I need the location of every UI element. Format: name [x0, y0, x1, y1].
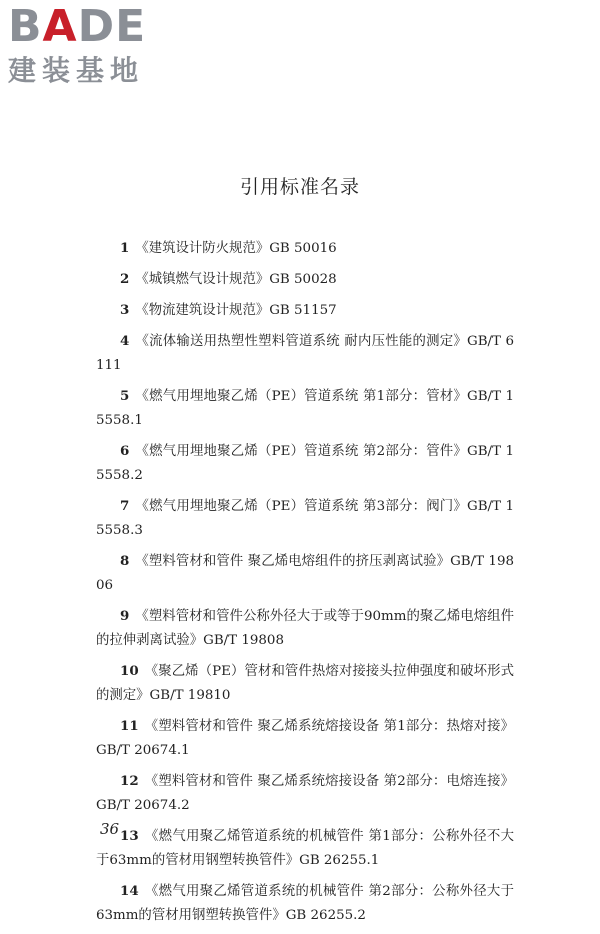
list-item-number: 4 [120, 333, 130, 349]
list-item [96, 298, 514, 323]
brand-logo [8, 2, 146, 88]
list-item-number: 9 [120, 608, 130, 624]
list-item-number: 14 [120, 883, 139, 899]
list-item-number: 5 [120, 388, 130, 404]
list-item [96, 494, 514, 543]
list-item-text: 《塑料管材和管件 聚乙烯系统熔接设备 第1部分：热熔对接》GB/T 20674.1 [96, 719, 514, 758]
list-item-number: 1 [120, 240, 130, 256]
logo-accent-letter: A [42, 1, 78, 52]
list-item-text: 《物流建筑设计规范》GB 51157 [135, 303, 337, 318]
list-item-text: 《燃气用埋地聚乙烯（PE）管道系统 第1部分：管材》GB/T 15558.1 [96, 389, 514, 428]
list-item-number: 3 [120, 302, 130, 318]
list-item-text: 《塑料管材和管件 聚乙烯系统熔接设备 第2部分：电熔连接》GB/T 20674.2 [96, 774, 514, 813]
list-item [96, 824, 514, 873]
list-item-number: 11 [120, 718, 139, 734]
list-item-number: 10 [120, 663, 139, 679]
list-item-text: 《流体输送用热塑性塑料管道系统 耐内压性能的测定》GB/T 6111 [96, 334, 514, 373]
list-item [96, 769, 514, 818]
logo-chinese-text: 建装基地 [8, 54, 145, 87]
list-item-text: 《建筑设计防火规范》GB 50016 [135, 241, 337, 256]
list-item-number: 7 [120, 498, 130, 514]
list-item [96, 267, 514, 292]
list-item-text: 《聚乙烯（PE）管材和管件热熔对接接头拉伸强度和破坏形式的测定》GB/T 19810 [96, 664, 514, 703]
list-item-text: 《城镇燃气设计规范》GB 50028 [135, 272, 337, 287]
list-item-text: 《燃气用聚乙烯管道系统的机械管件 第1部分：公称外径不大于63mm的管材用钢塑转换管件》GB 26255.1 [96, 829, 514, 868]
list-item [96, 384, 514, 433]
list-item-text: 《塑料管材和管件 聚乙烯电熔组件的挤压剥离试验》GB/T 19806 [96, 554, 514, 593]
list-item-text: 《塑料管材和管件公称外径大于或等于90mm的聚乙烯电熔组件的拉伸剥离试验》GB/T 19808 [96, 609, 514, 648]
list-item [96, 439, 514, 488]
list-item [96, 659, 514, 708]
list-item-number: 12 [120, 773, 139, 789]
page-number: 36 [100, 820, 120, 838]
list-item-text: 《燃气用埋地聚乙烯（PE）管道系统 第3部分：阀门》GB/T 15558.3 [96, 499, 514, 538]
page-title: 引用标准名录 [239, 176, 360, 198]
list-item-text: 《燃气用埋地聚乙烯（PE）管道系统 第2部分：管件》GB/T 15558.2 [96, 444, 514, 483]
list-item-text: 《燃气用聚乙烯管道系统的机械管件 第2部分：公称外径大于63mm的管材用钢塑转换管件》GB 26255.2 [96, 884, 514, 923]
list-item [96, 714, 514, 763]
list-item-number: 8 [120, 553, 130, 569]
list-item-number: 13 [120, 828, 139, 844]
reference-standards-list [96, 236, 514, 934]
list-item [96, 329, 514, 378]
list-item-number: 2 [120, 271, 130, 287]
list-item [96, 549, 514, 598]
list-item [96, 604, 514, 653]
logo-wordmark: BADE [8, 1, 147, 52]
list-item [96, 236, 514, 261]
list-item-number: 6 [120, 443, 130, 459]
list-item [96, 879, 514, 928]
